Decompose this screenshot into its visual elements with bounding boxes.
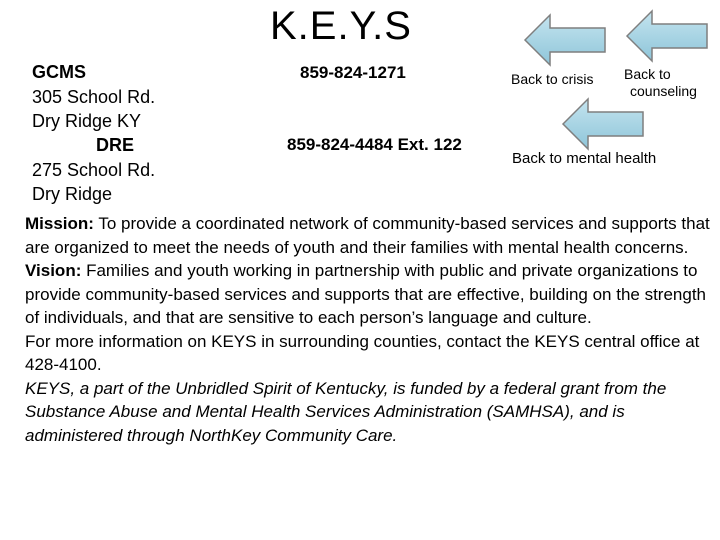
mission-paragraph [25, 212, 715, 259]
vision-paragraph [25, 259, 715, 330]
vision-text: Families and youth working in partnership with public and private organizations to provide community-based services and supports that are effective, building on the strength of individuals, and that are sensitive to each person’s language and culture. [25, 261, 707, 327]
funding-paragraph: KEYS, a part of the Unbridled Spirit of Kentucky, is funded by a federal grant from the Substance Abuse and Mental Health Services Administration (SAMHSA), and is administered through NorthKey Community Care. [25, 378, 667, 445]
back-to-counseling-label[interactable] [624, 66, 697, 100]
school2-address [32, 133, 155, 207]
school2-city: Dry Ridge [32, 184, 113, 204]
back-to-counseling-label-line1[interactable]: Back to [624, 66, 671, 82]
more-info-line1: For more information on KEYS in surrounding counties, contact the KEYS central office at [25, 331, 700, 351]
back-to-mental-health-button[interactable] [560, 96, 646, 152]
school1-address [32, 60, 155, 134]
school1-street: 305 School Rd. [32, 86, 156, 107]
left-arrow-icon [522, 12, 608, 68]
left-arrow-icon [624, 8, 710, 64]
mission-text: To provide a coordinated network of community-based services and supports that are organized to meet the needs of youth and their families with mental health concerns. [25, 214, 710, 257]
school1-name: GCMS [32, 62, 86, 82]
school1-phone: 859-824-1271 [300, 63, 406, 82]
back-to-counseling-button[interactable] [624, 8, 710, 64]
school2-name: DRE [96, 135, 135, 155]
body-text [25, 212, 715, 447]
school1-city: Dry Ridge KY [32, 111, 142, 131]
back-to-mental-health-label[interactable]: Back to mental health [512, 150, 657, 167]
mission-label: Mission: [25, 214, 94, 233]
more-info-phone: 428-4100. [25, 355, 102, 374]
school2-street: 275 School Rd. [32, 159, 156, 180]
left-arrow-icon [560, 96, 646, 152]
back-to-crisis-button[interactable] [522, 12, 608, 68]
school2-phone: 859-824-4484 Ext. 122 [287, 135, 462, 154]
vision-label: Vision: [25, 261, 82, 280]
back-to-counseling-label-line2[interactable]: counseling [630, 83, 697, 99]
page-title: K.E.Y.S [270, 4, 412, 48]
back-to-crisis-label[interactable]: Back to crisis [511, 71, 594, 87]
